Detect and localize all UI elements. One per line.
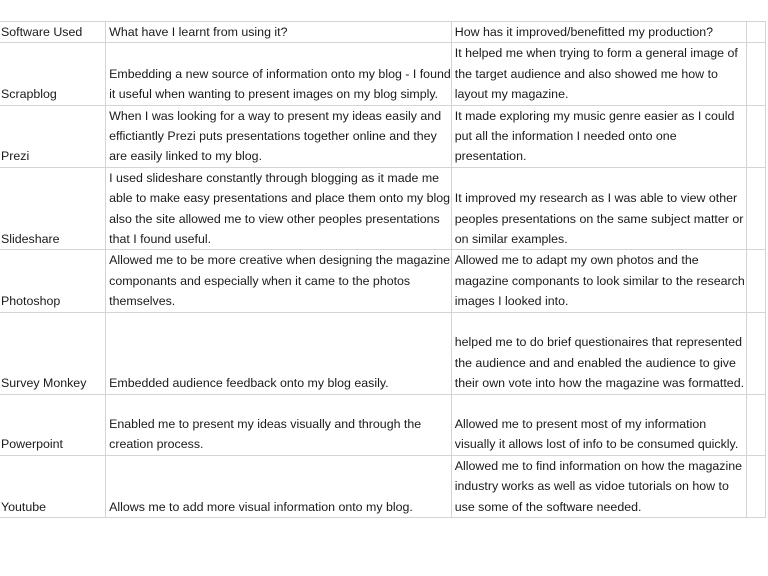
improved-text-line: It helped me when trying to form a general image of xyxy=(454,46,738,61)
software-cell[interactable] xyxy=(0,394,106,455)
table-row xyxy=(0,167,766,250)
learnt-cell[interactable] xyxy=(106,167,452,250)
empty-cell[interactable] xyxy=(746,43,765,105)
learnt-text-line: that I found useful. xyxy=(109,232,212,247)
table-row xyxy=(0,394,766,455)
learnt-text-line: themselves. xyxy=(109,294,176,309)
learnt-text-line: Enabled me to present my ideas visually and through the xyxy=(109,416,422,431)
improved-cell[interactable] xyxy=(451,105,746,167)
software-name: Prezi xyxy=(1,149,30,164)
software-name: Slideshare xyxy=(1,232,60,247)
learnt-text-line: it useful when wanting to present images on my blog simply. xyxy=(109,87,439,102)
improved-text-line: Allowed me to present most of my information xyxy=(454,416,707,431)
learnt-text-line: creation process. xyxy=(109,437,204,452)
improved-cell[interactable] xyxy=(451,167,746,250)
header-row xyxy=(0,22,766,43)
improved-text-line: Allowed me to find information on how the magazine xyxy=(454,458,742,473)
software-table xyxy=(0,21,766,518)
learnt-cell[interactable] xyxy=(106,105,452,167)
header-improved[interactable]: How has it improved/benefitted my production? xyxy=(451,22,746,43)
improved-text-line: It improved my research as I was able to view other xyxy=(454,191,738,206)
learnt-text-line: Embedded audience feedback onto my blog easily. xyxy=(109,376,389,391)
software-name: Photoshop xyxy=(1,294,61,309)
empty-cell[interactable] xyxy=(746,312,765,394)
learnt-text-line: also the site allowed me to view other peoples presentations xyxy=(109,211,440,226)
improved-text-line: layout my magazine. xyxy=(454,87,569,102)
empty-cell[interactable] xyxy=(746,22,765,43)
table-row xyxy=(0,312,766,394)
software-cell[interactable] xyxy=(0,167,106,250)
empty-cell[interactable] xyxy=(746,250,765,312)
improved-text-line: It made exploring my music genre easier as I could xyxy=(454,108,735,123)
improved-text-line: visually it allows lost of info to be consumed quickly. xyxy=(454,437,739,452)
empty-cell[interactable] xyxy=(746,105,765,167)
learnt-cell[interactable] xyxy=(106,43,452,105)
improved-cell[interactable] xyxy=(451,43,746,105)
improved-text-line: use some of the software needed. xyxy=(454,499,642,514)
software-name: Survey Monkey xyxy=(1,376,87,391)
software-cell[interactable] xyxy=(0,43,106,105)
improved-text-line: presentation. xyxy=(454,149,527,164)
learnt-text-line: When I was looking for a way to present my ideas easily and xyxy=(109,108,442,123)
learnt-text-line: are easily linked to my blog. xyxy=(109,149,263,164)
learnt-cell[interactable] xyxy=(106,250,452,312)
improved-cell[interactable] xyxy=(451,455,746,517)
software-name: Powerpoint xyxy=(1,437,63,452)
learnt-text-line: I used slideshare constantly through blogging as it made me xyxy=(109,170,440,185)
software-cell[interactable] xyxy=(0,105,106,167)
improved-text-line: Allowed me to adapt my own photos and the xyxy=(454,253,699,268)
learnt-cell[interactable] xyxy=(106,312,452,394)
software-name: Youtube xyxy=(1,499,47,514)
learnt-text-line: effictiantly Prezi puts presentations together online and they xyxy=(109,129,437,144)
learnt-text-line: Allowed me to be more creative when designing the magazine xyxy=(109,253,451,268)
improved-text-line: peoples presentations on the same subject matter or xyxy=(454,211,744,226)
improved-cell[interactable] xyxy=(451,394,746,455)
improved-text-line: images I looked into. xyxy=(454,294,569,309)
empty-cell[interactable] xyxy=(746,455,765,517)
improved-text-line: put all the information I needed onto one xyxy=(454,129,677,144)
improved-text-line: their own vote into how the magazine was formatted. xyxy=(454,376,745,391)
learnt-text-line: Allows me to add more visual information onto my blog. xyxy=(109,499,413,514)
software-cell[interactable] xyxy=(0,250,106,312)
learnt-text-line: componants and especially when it came to the photos xyxy=(109,273,411,288)
learnt-cell[interactable] xyxy=(106,455,452,517)
software-cell[interactable] xyxy=(0,312,106,394)
improved-text-line: the target audience and also showed me how to xyxy=(454,66,718,81)
table-row xyxy=(0,105,766,167)
learnt-text-line: Embedding a new source of information onto my blog - I found xyxy=(109,66,451,81)
software-cell[interactable] xyxy=(0,455,106,517)
empty-cell[interactable] xyxy=(746,167,765,250)
header-software-used[interactable]: Software Used xyxy=(0,22,106,43)
improved-text-line: industry works as well as vidoe tutorials on how to xyxy=(454,479,729,494)
software-name: Scrapblog xyxy=(1,87,57,102)
improved-text-line: on similar examples. xyxy=(454,232,568,247)
improved-text-line: the audience and and enabled the audience to give xyxy=(454,355,736,370)
improved-cell[interactable] xyxy=(451,312,746,394)
learnt-cell[interactable] xyxy=(106,394,452,455)
improved-text-line: magazine componants to look similar to the research xyxy=(454,273,745,288)
learnt-text-line: able to make easy presentations and place them onto my blog xyxy=(109,191,451,206)
table-row xyxy=(0,250,766,312)
table-row xyxy=(0,455,766,517)
empty-cell[interactable] xyxy=(746,394,765,455)
header-learnt[interactable]: What have I learnt from using it? xyxy=(106,22,452,43)
improved-cell[interactable] xyxy=(451,250,746,312)
improved-text-line: helped me to do brief questionaires that represented xyxy=(454,335,743,350)
table-row xyxy=(0,43,766,105)
